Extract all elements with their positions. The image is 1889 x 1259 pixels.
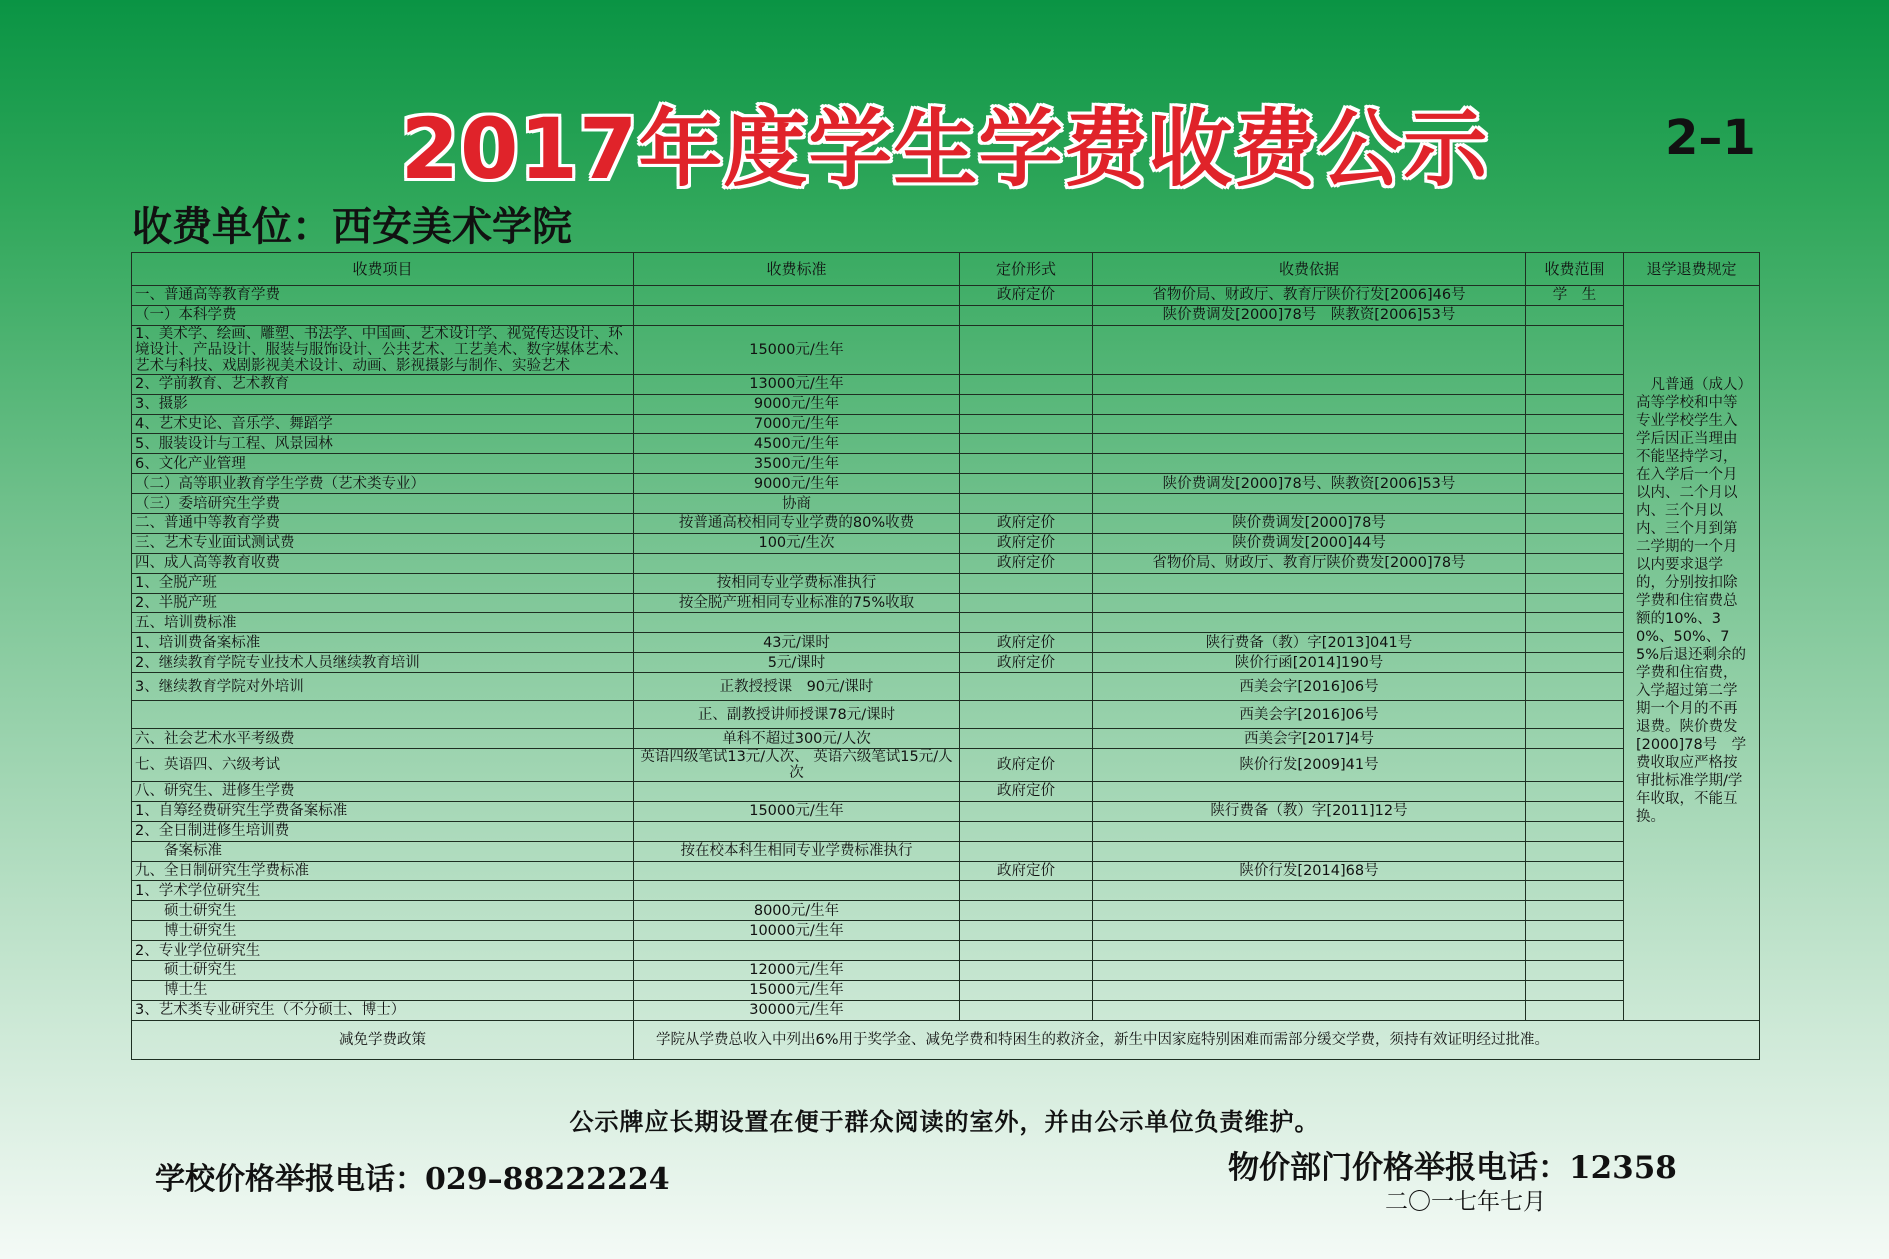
fee-standard: 8000元/生年 <box>634 901 960 921</box>
fee-basis <box>1093 434 1526 454</box>
pricing-form <box>960 701 1093 729</box>
fee-standard: 13000元/生年 <box>634 374 960 394</box>
table-row <box>132 941 1760 961</box>
notice-date: 二〇一七年七月 <box>1385 1189 1546 1215</box>
pricing-form <box>960 394 1093 414</box>
pricing-form <box>960 729 1093 749</box>
fee-scope <box>1526 1000 1624 1020</box>
fee-basis <box>1093 325 1526 374</box>
fee-item: 九、全日制研究生学费标准 <box>132 861 634 881</box>
fee-item: 4、艺术史论、音乐学、舞蹈学 <box>132 414 634 434</box>
table-row <box>132 980 1760 1000</box>
fee-table-body <box>132 286 1760 1021</box>
table-row <box>132 801 1760 821</box>
fee-basis <box>1093 593 1526 613</box>
fee-basis <box>1093 901 1526 921</box>
fee-scope <box>1526 593 1624 613</box>
fee-standard <box>634 881 960 901</box>
fee-scope <box>1526 941 1624 961</box>
fee-scope <box>1526 729 1624 749</box>
pricing-form <box>960 961 1093 981</box>
table-row <box>132 573 1760 593</box>
fee-standard: 100元/生次 <box>634 533 960 553</box>
fee-item: 硕士研究生 <box>132 901 634 921</box>
fee-item: 博士生 <box>132 980 634 1000</box>
col-header-refund: 退学退费规定 <box>1624 253 1760 286</box>
fee-standard: 15000元/生年 <box>634 325 960 374</box>
fee-standard: 按相同专业学费标准执行 <box>634 573 960 593</box>
pricing-form: 政府定价 <box>960 749 1093 782</box>
pricing-form <box>960 613 1093 633</box>
page-number: 2–1 <box>1665 110 1756 166</box>
fee-scope <box>1526 494 1624 514</box>
fee-basis: 西美会字[2017]4号 <box>1093 729 1526 749</box>
table-row <box>132 701 1760 729</box>
pricing-form: 政府定价 <box>960 653 1093 673</box>
fee-item: （二）高等职业教育学生学费（艺术类专业） <box>132 474 634 494</box>
fee-item: 七、英语四、六级考试 <box>132 749 634 782</box>
fee-basis: 西美会字[2016]06号 <box>1093 701 1526 729</box>
table-row <box>132 305 1760 325</box>
pricing-form: 政府定价 <box>960 286 1093 306</box>
table-row <box>132 286 1760 306</box>
fee-standard: 正教授授课 90元/课时 <box>634 673 960 701</box>
pricing-form <box>960 980 1093 1000</box>
fee-standard <box>634 821 960 841</box>
fee-standard <box>634 286 960 306</box>
table-row <box>132 782 1760 802</box>
pricing-form <box>960 305 1093 325</box>
fee-standard <box>634 782 960 802</box>
fee-standard: 英语四级笔试13元/人次、 英语六级笔试15元/人次 <box>634 749 960 782</box>
fee-item: 5、服装设计与工程、风景园林 <box>132 434 634 454</box>
fee-item: 3、摄影 <box>132 394 634 414</box>
pricing-form <box>960 573 1093 593</box>
pricing-form: 政府定价 <box>960 553 1093 573</box>
pricing-form <box>960 673 1093 701</box>
fee-basis <box>1093 1000 1526 1020</box>
fee-basis: 省物价局、财政厅、教育厅陕价行发[2006]46号 <box>1093 286 1526 306</box>
table-row <box>132 841 1760 861</box>
table-row <box>132 454 1760 474</box>
pricing-form <box>960 454 1093 474</box>
fee-standard: 按在校本科生相同专业学费标准执行 <box>634 841 960 861</box>
col-header-standard: 收费标准 <box>634 253 960 286</box>
fee-item: 博士研究生 <box>132 921 634 941</box>
table-row <box>132 901 1760 921</box>
fee-item: 2、全日制进修生培训费 <box>132 821 634 841</box>
pricing-form <box>960 434 1093 454</box>
fee-scope <box>1526 434 1624 454</box>
fee-standard: 正、副教授讲师授课78元/课时 <box>634 701 960 729</box>
table-row <box>132 474 1760 494</box>
table-row <box>132 593 1760 613</box>
fee-standard <box>634 941 960 961</box>
table-row <box>132 494 1760 514</box>
fee-item: 1、培训费备案标准 <box>132 633 634 653</box>
table-row <box>132 533 1760 553</box>
fee-scope <box>1526 613 1624 633</box>
fee-item: 四、成人高等教育收费 <box>132 553 634 573</box>
table-row <box>132 434 1760 454</box>
fee-standard <box>634 861 960 881</box>
pricing-form <box>960 414 1093 434</box>
fee-basis: 省物价局、财政厅、教育厅陕价费发[2000]78号 <box>1093 553 1526 573</box>
fee-scope <box>1526 801 1624 821</box>
pricing-form <box>960 1000 1093 1020</box>
fee-basis <box>1093 782 1526 802</box>
fee-standard: 4500元/生年 <box>634 434 960 454</box>
policy-label: 减免学费政策 <box>132 1020 634 1059</box>
fee-scope <box>1526 881 1624 901</box>
fee-scope: 学 生 <box>1526 286 1624 306</box>
fee-standard: 9000元/生年 <box>634 394 960 414</box>
fee-standard <box>634 305 960 325</box>
pricing-form <box>960 494 1093 514</box>
table-row <box>132 821 1760 841</box>
refund-rule: 凡普通（成人）高等学校和中等专业学校学生入学后因正当理由不能坚持学习，在入学后一个月以内、二个月以内、三个月以内、三个月到第二学期的一个月以内要求退学的，分别按扣除学费和住宿费总额的10%、30%、50%、75%后退还剩余的学费和住宿费，入学超过第二学期一个月的不再退费。陕价费发[2000]78号 学费收取应严格按审批标准学期/学年收取，不能互换。 <box>1624 286 1760 1021</box>
fee-scope <box>1526 633 1624 653</box>
fee-item: 二、普通中等教育学费 <box>132 514 634 534</box>
fee-item: 2、半脱产班 <box>132 593 634 613</box>
fee-basis <box>1093 573 1526 593</box>
fee-basis: 陕价行发[2009]41号 <box>1093 749 1526 782</box>
table-row <box>132 414 1760 434</box>
fee-item: 1、美术学、绘画、雕塑、书法学、中国画、艺术设计学、视觉传达设计、环境设计、产品设计、服装与服饰设计、公共艺术、工艺美术、数字媒体艺术、艺术与科技、戏剧影视美术设计、动画、影视摄影与制作、实验艺术 <box>132 325 634 374</box>
pricing-form <box>960 593 1093 613</box>
table-row <box>132 749 1760 782</box>
fee-scope <box>1526 305 1624 325</box>
fee-basis <box>1093 961 1526 981</box>
fee-standard: 15000元/生年 <box>634 980 960 1000</box>
fee-scope <box>1526 673 1624 701</box>
fee-scope <box>1526 701 1624 729</box>
fee-item <box>132 701 634 729</box>
fee-basis <box>1093 921 1526 941</box>
col-header-item: 收费项目 <box>132 253 634 286</box>
fee-scope <box>1526 573 1624 593</box>
table-row <box>132 514 1760 534</box>
fee-scope <box>1526 821 1624 841</box>
fee-basis <box>1093 454 1526 474</box>
fee-basis <box>1093 980 1526 1000</box>
fee-basis: 陕价费调发[2000]78号、陕教资[2006]53号 <box>1093 474 1526 494</box>
notice-text: 公示牌应长期设置在便于群众阅读的室外，并由公示单位负责维护。 <box>569 1108 1320 1136</box>
pricing-form <box>960 901 1093 921</box>
fee-basis <box>1093 613 1526 633</box>
fee-scope <box>1526 980 1624 1000</box>
fee-basis <box>1093 821 1526 841</box>
fee-basis: 陕价费调发[2000]78号 <box>1093 514 1526 534</box>
fee-item: 6、文化产业管理 <box>132 454 634 474</box>
fee-basis: 陕行费备（教）字[2011]12号 <box>1093 801 1526 821</box>
fee-basis <box>1093 414 1526 434</box>
fee-standard: 单科不超过300元/人次 <box>634 729 960 749</box>
table-row <box>132 613 1760 633</box>
school-report-phone: 学校价格举报电话：029–88222224 <box>155 1162 670 1197</box>
fee-standard: 10000元/生年 <box>634 921 960 941</box>
policy-text: 学院从学费总收入中列出6%用于奖学金、减免学费和特困生的救济金，新生中因家庭特别困难而需部分缓交学费，须持有效证明经过批准。 <box>634 1020 1760 1059</box>
fee-scope <box>1526 374 1624 394</box>
fee-basis <box>1093 841 1526 861</box>
pricing-form: 政府定价 <box>960 861 1093 881</box>
fee-basis: 陕价行函[2014]190号 <box>1093 653 1526 673</box>
pricing-form: 政府定价 <box>960 782 1093 802</box>
fee-item: 1、全脱产班 <box>132 573 634 593</box>
fee-scope <box>1526 474 1624 494</box>
table-row <box>132 325 1760 374</box>
fee-standard: 30000元/生年 <box>634 1000 960 1020</box>
fee-item: 硕士研究生 <box>132 961 634 981</box>
table-row <box>132 653 1760 673</box>
fee-item: 2、继续教育学院专业技术人员继续教育培训 <box>132 653 634 673</box>
fee-scope <box>1526 841 1624 861</box>
fee-basis <box>1093 941 1526 961</box>
table-header-row <box>132 253 1760 286</box>
pricing-form <box>960 941 1093 961</box>
pricing-form <box>960 921 1093 941</box>
pricing-form <box>960 881 1093 901</box>
table-row <box>132 633 1760 653</box>
fee-scope <box>1526 961 1624 981</box>
table-row <box>132 394 1760 414</box>
charging-unit: 收费单位：西安美术学院 <box>132 203 572 250</box>
fee-standard: 按普通高校相同专业学费的80%收费 <box>634 514 960 534</box>
fee-standard: 43元/课时 <box>634 633 960 653</box>
fee-scope <box>1526 553 1624 573</box>
pricing-form <box>960 841 1093 861</box>
fee-item: 2、专业学位研究生 <box>132 941 634 961</box>
fee-standard: 7000元/生年 <box>634 414 960 434</box>
fee-scope <box>1526 414 1624 434</box>
fee-item: 一、普通高等教育学费 <box>132 286 634 306</box>
page-title: 2017年度学生学费收费公示 <box>400 100 1489 198</box>
policy-row <box>132 1020 1760 1059</box>
fee-basis <box>1093 494 1526 514</box>
pricing-form <box>960 374 1093 394</box>
fee-scope <box>1526 921 1624 941</box>
fee-basis <box>1093 374 1526 394</box>
pricing-form <box>960 821 1093 841</box>
price-bureau-report-phone: 物价部门价格举报电话：12358 <box>1228 1150 1677 1186</box>
table-row <box>132 374 1760 394</box>
pricing-form: 政府定价 <box>960 514 1093 534</box>
fee-standard: 按全脱产班相同专业标准的75%收取 <box>634 593 960 613</box>
pricing-form <box>960 325 1093 374</box>
pricing-form <box>960 474 1093 494</box>
fee-basis: 陕价费调发[2000]44号 <box>1093 533 1526 553</box>
fee-standard: 协商 <box>634 494 960 514</box>
fee-item: 2、学前教育、艺术教育 <box>132 374 634 394</box>
fee-standard: 15000元/生年 <box>634 801 960 821</box>
fee-standard: 9000元/生年 <box>634 474 960 494</box>
fee-standard: 3500元/生年 <box>634 454 960 474</box>
fee-item: 六、社会艺术水平考级费 <box>132 729 634 749</box>
fee-basis: 西美会字[2016]06号 <box>1093 673 1526 701</box>
fee-basis: 陕行费备（教）字[2013]041号 <box>1093 633 1526 653</box>
fee-item: （一）本科学费 <box>132 305 634 325</box>
pricing-form: 政府定价 <box>960 533 1093 553</box>
table-row <box>132 673 1760 701</box>
col-header-basis: 收费依据 <box>1093 253 1526 286</box>
fee-scope <box>1526 514 1624 534</box>
fee-item: 1、学术学位研究生 <box>132 881 634 901</box>
fee-item: 3、艺术类专业研究生（不分硕士、博士） <box>132 1000 634 1020</box>
fee-standard <box>634 553 960 573</box>
fee-basis: 陕价费调发[2000]78号 陕教资[2006]53号 <box>1093 305 1526 325</box>
fee-basis <box>1093 394 1526 414</box>
table-row <box>132 961 1760 981</box>
table-row <box>132 881 1760 901</box>
fee-basis <box>1093 881 1526 901</box>
pricing-form <box>960 801 1093 821</box>
table-row <box>132 553 1760 573</box>
fee-item: 五、培训费标准 <box>132 613 634 633</box>
fee-scope <box>1526 749 1624 782</box>
fee-item: 八、研究生、进修生学费 <box>132 782 634 802</box>
fee-basis: 陕价行发[2014]68号 <box>1093 861 1526 881</box>
fee-scope <box>1526 901 1624 921</box>
fee-scope <box>1526 533 1624 553</box>
table-row <box>132 921 1760 941</box>
table-row <box>132 729 1760 749</box>
fee-standard <box>634 613 960 633</box>
fee-scope <box>1526 325 1624 374</box>
fee-item: （三）委培研究生学费 <box>132 494 634 514</box>
fee-scope <box>1526 861 1624 881</box>
table-row <box>132 1000 1760 1020</box>
col-header-scope: 收费范围 <box>1526 253 1624 286</box>
fee-scope <box>1526 653 1624 673</box>
fee-scope <box>1526 394 1624 414</box>
fee-table <box>131 252 1760 1060</box>
fee-standard: 5元/课时 <box>634 653 960 673</box>
fee-item: 三、艺术专业面试测试费 <box>132 533 634 553</box>
fee-standard: 12000元/生年 <box>634 961 960 981</box>
col-header-pricing: 定价形式 <box>960 253 1093 286</box>
fee-item: 3、继续教育学院对外培训 <box>132 673 634 701</box>
table-row <box>132 861 1760 881</box>
fee-item: 1、自筹经费研究生学费备案标准 <box>132 801 634 821</box>
fee-item: 备案标准 <box>132 841 634 861</box>
fee-scope <box>1526 454 1624 474</box>
fee-scope <box>1526 782 1624 802</box>
pricing-form: 政府定价 <box>960 633 1093 653</box>
